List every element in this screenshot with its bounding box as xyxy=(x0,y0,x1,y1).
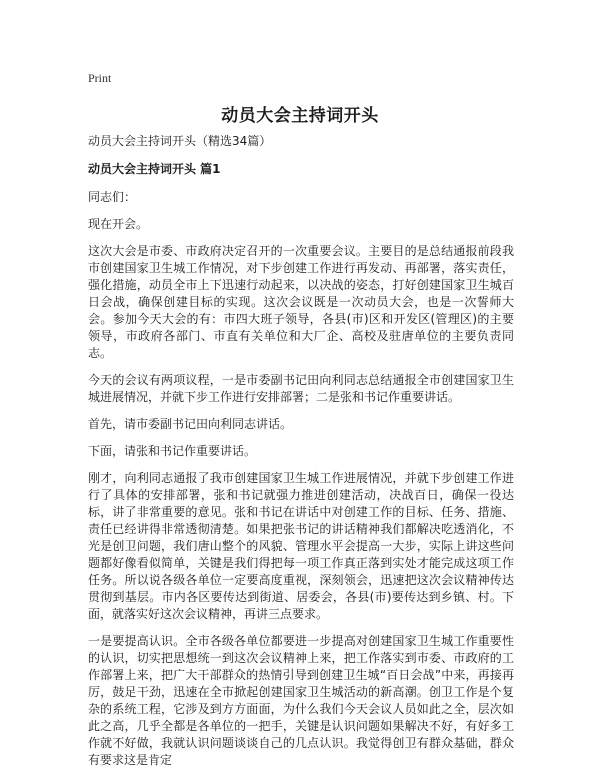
paragraph: 刚才，向利同志通报了我市创建国家卫生城工作进展情况，并就下步创建工作进行了具体的安排部署，张和书记就强力推进创建活动，决战百日，确保一役达标，讲了非常重要的意见。张和书记在讲话中对创建工作的目标、任务、措施、责任已经讲得非常透彻清楚。如果把张书记的讲话精神我们都解决吃透消化，不光是创卫问题，我们唐山整个的风貌、管理水平会提高一大步，实际上讲这些问题都好像看似简单，关键是我们得把每一项工作真正落到实处才能完成这项工作任务。所以说各级各单位一定要高度重视，深刻领会，迅速把这次会议精神传达贯彻到基层。市内各区要传达到街道、居委会，各县(市)要传达到乡镇、村。下面，就落实好这次会议精神，再讲三点要求。 xyxy=(88,471,514,621)
document-body xyxy=(88,133,514,776)
paragraph: 现在开会。 xyxy=(88,217,149,231)
document-subtitle: 动员大会主持词开头（精选34篇） xyxy=(88,134,272,148)
paragraph: 今天的会议有两项议程，一是市委副书记田向利同志总结通报全市创建国家卫生城进展情况，并就下步工作进行安排部署；二是张和书记作重要讲话。 xyxy=(88,373,514,404)
paragraph: 下面，请张和书记作重要讲话。 xyxy=(88,444,257,458)
paragraph: 这次大会是市委、市政府决定召开的一次重要会议。主要目的是总结通报前段我市创建国家卫生城工作情况，对下步创建工作进行再发动、再部署，落实责任，强化措施，动员全市上下迅速行动起来，以决战的姿态，打好创建国家卫生城百日会战，确保创建目标的实现。这次会议既是一次动员大会，也是一次誓师大会。参加今天大会的有：市四大班子领导，各县(市)区和开发区(管理区)的主要领导，市政府各部门、市直有关单位和大厂企、高校及驻唐单位的主要负责同志。 xyxy=(88,244,514,360)
paragraph: 同志们： xyxy=(88,190,137,204)
section-heading: 动员大会主持词开头 篇1 xyxy=(88,162,221,176)
paragraph: 一是要提高认识。全市各级各单位都要进一步提高对创建国家卫生城工作重要性的认识，切实把思想统一到这次会议精神上来，把工作落实到市委、市政府的工作部署上来，把广大干部群众的热情引导到创建卫生城“百日会战”中来，再接再厉，鼓足干劲，迅速在全市掀起创建国家卫生城活动的新高潮。创卫工作是个复杂的系统工程，它涉及到方方面面，为什么我们今天会议人员如此之全，层次如此之高，几乎全都是各单位的一把手，关键是认识问题如果解决不好，有好多工作就不好做，我就认识问题谈谈自己的几点认识。我觉得创卫有群众基础，群众有要求这是肯定 xyxy=(88,634,514,767)
document-title: 动员大会主持词开头 xyxy=(221,106,379,126)
print-label: Print xyxy=(88,71,112,85)
paragraph: 首先，请市委副书记田向利同志讲话。 xyxy=(88,417,293,431)
